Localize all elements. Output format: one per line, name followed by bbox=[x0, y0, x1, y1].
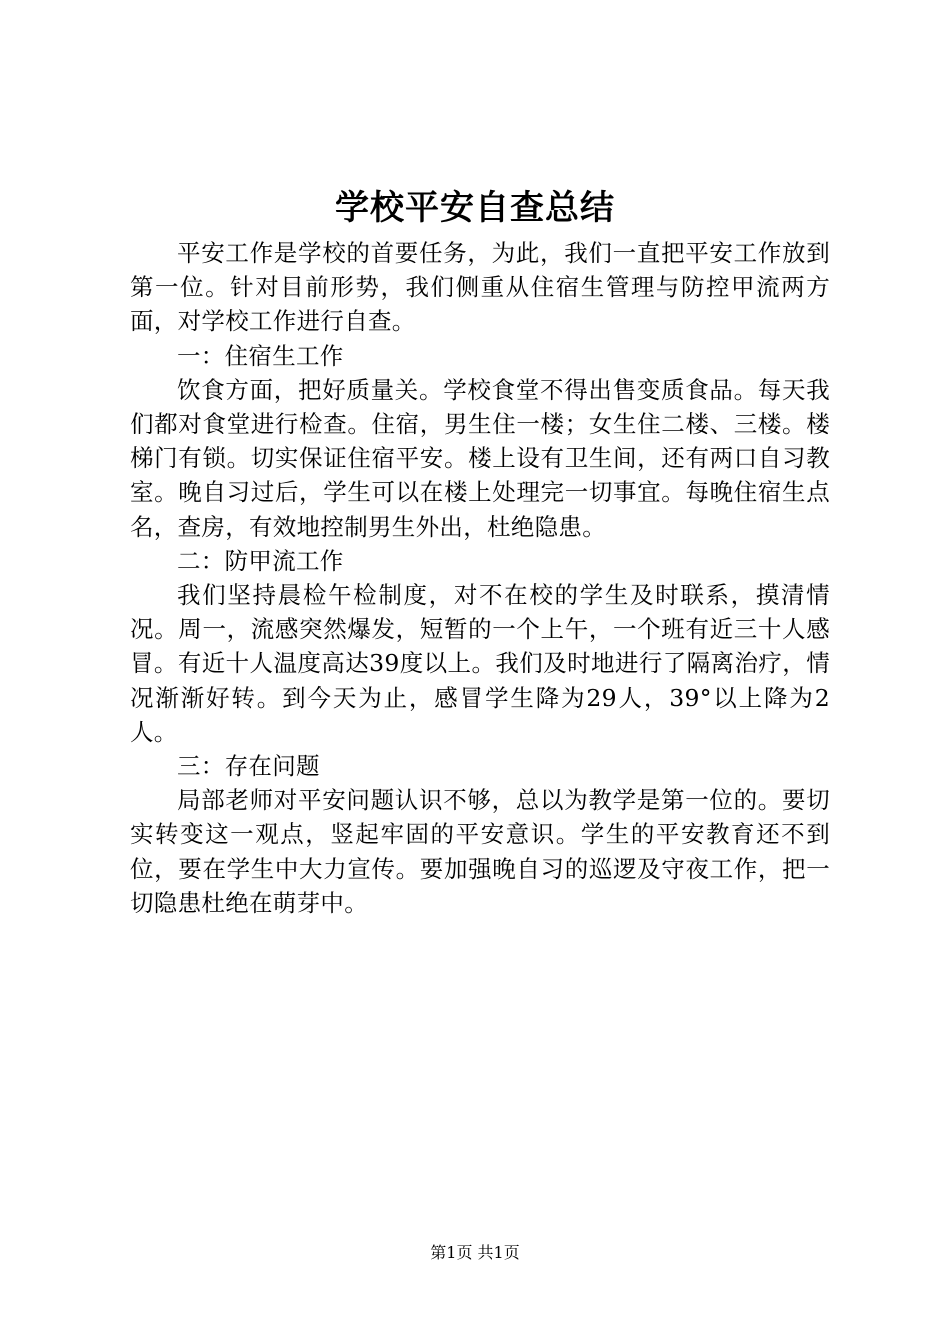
paragraph-flu-prevention: 我们坚持晨检午检制度，对不在校的学生及时联系，摸清情况。周一，流感突然爆发，短暂的一个上午，一个班有近三十人感冒。有近十人温度高达39度以上。我们及时地进行了隔离治疗，情况渐渐好转。到今天为止，感冒学生降为29人，39°以上降为2人。 bbox=[130, 581, 830, 746]
paragraph-dormitory: 饮食方面，把好质量关。学校食堂不得出售变质食品。每天我们都对食堂进行检查。住宿，男生住一楼；女生住二楼、三楼。楼梯门有锁。切实保证住宿平安。楼上设有卫生间，还有两口自习教室。晚自习过后，学生可以在楼上处理完一切事宜。每晚住宿生点名，查房，有效地控制男生外出，杜绝隐患。 bbox=[130, 375, 830, 541]
document-body bbox=[130, 236, 830, 920]
paragraph-intro: 平安工作是学校的首要任务，为此，我们一直把平安工作放到第一位。针对目前形势，我们侧重从住宿生管理与防控甲流两方面，对学校工作进行自查。 bbox=[130, 239, 830, 336]
document-title: 学校平安自查总结 bbox=[335, 188, 615, 228]
section-heading-problems: 三：存在问题 bbox=[177, 752, 320, 781]
section-heading-flu-prevention: 二：防甲流工作 bbox=[177, 546, 344, 575]
page-number-footer: 第1页 共1页 bbox=[430, 1243, 520, 1262]
section-heading-dormitory: 一：住宿生工作 bbox=[177, 341, 344, 370]
paragraph-problems: 局部老师对平安问题认识不够，总以为教学是第一位的。要切实转变这一观点，竖起牢固的平安意识。学生的平安教育还不到位，要在学生中大力宣传。要加强晚自习的巡逻及守夜工作，把一切隐患杜绝在萌芽中。 bbox=[130, 786, 830, 917]
